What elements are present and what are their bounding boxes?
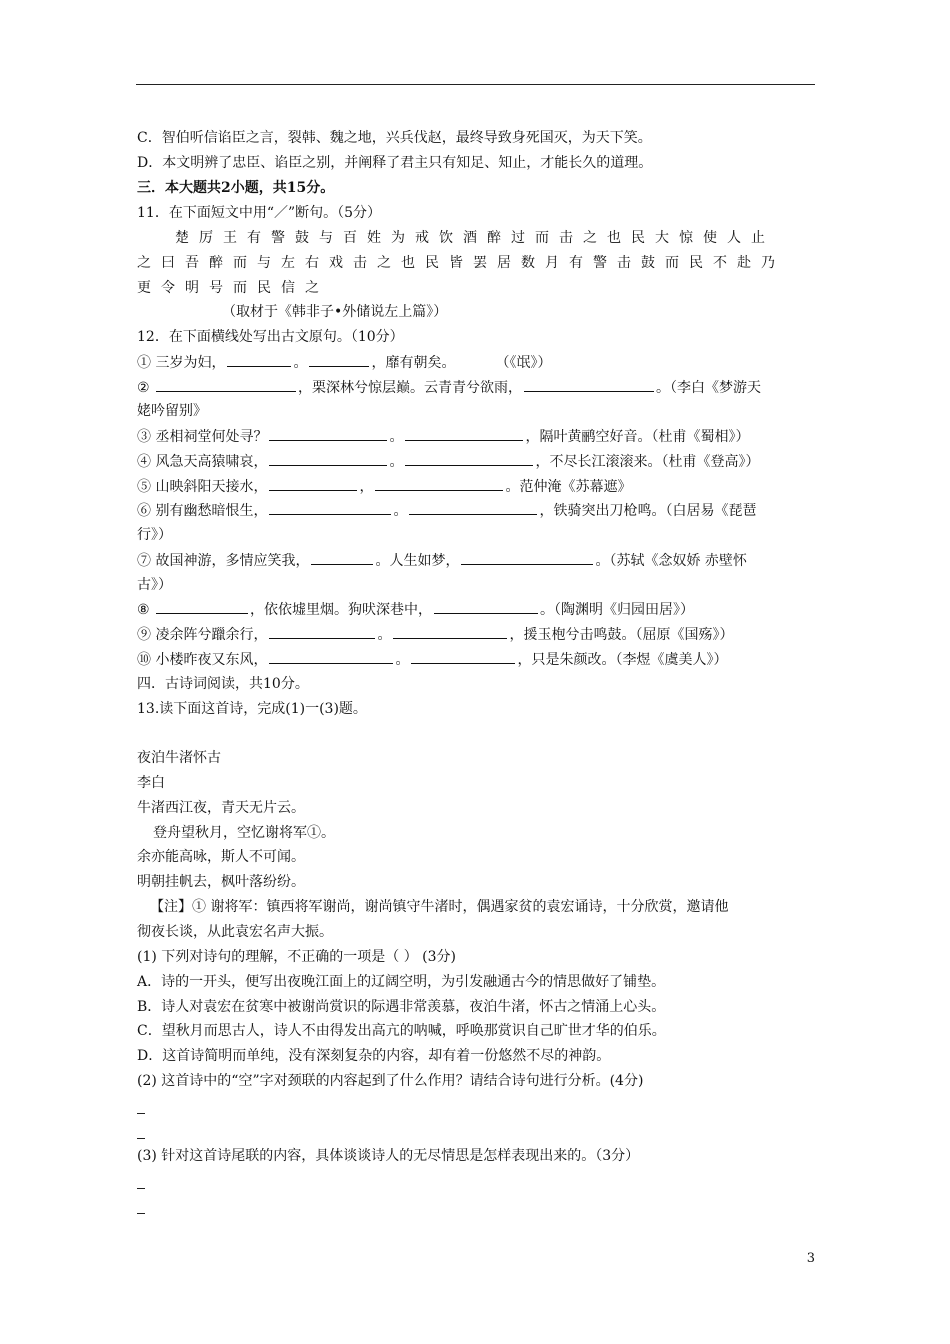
choice-d: D．这首诗简明而单纯，没有深刻复杂的内容，却有着一份悠然不尽的神韵。 bbox=[137, 1048, 611, 1064]
answer-blank[interactable] bbox=[269, 426, 387, 441]
poem-line-1: 牛渚西江夜，青天无片云。 bbox=[137, 800, 305, 816]
choice-c: C．望秋月而思古人，诗人不由得发出高亢的呐喊，呼唤那赏识自己旷世才华的伯乐。 bbox=[137, 1023, 666, 1039]
answer-blank[interactable] bbox=[393, 624, 507, 639]
choice-a: A．诗的一开头，便写出夜晚江面上的辽阔空明，为引发融通古今的情思做好了铺垫。 bbox=[137, 974, 666, 990]
answer-line[interactable] bbox=[137, 1213, 145, 1214]
fill-item-1: ① 三岁为妇， 。 ，靡有朝矣。 （《氓》） bbox=[137, 352, 551, 373]
fill-item-3: ③ 丞相祠堂何处寻？ 。 ，隔叶黄鹂空好音。（杜甫《蜀相》） bbox=[137, 426, 749, 447]
answer-blank[interactable] bbox=[269, 649, 393, 664]
poem-line-3: 余亦能高咏，斯人不可闻。 bbox=[137, 849, 305, 865]
answer-blank[interactable] bbox=[227, 352, 291, 367]
poem-author: 李白 bbox=[137, 775, 165, 791]
answer-blank[interactable] bbox=[269, 451, 387, 466]
poem-title: 夜泊牛渚怀古 bbox=[137, 750, 221, 766]
fill-item-7: ⑦ 故国神游，多情应笑我， 。人生如梦， 。（苏轼《念奴娇 赤壁怀 bbox=[137, 550, 747, 571]
section-4-heading: 四．古诗词阅读，共10分。 bbox=[137, 676, 309, 692]
fill-item-7-cont: 古》） bbox=[137, 577, 172, 593]
answer-blank[interactable] bbox=[524, 377, 654, 392]
answer-blank[interactable] bbox=[405, 426, 523, 441]
answer-blank[interactable] bbox=[156, 599, 248, 614]
answer-blank[interactable] bbox=[269, 476, 357, 491]
fill-item-6-cont: 行》） bbox=[137, 527, 172, 543]
answer-blank[interactable] bbox=[375, 476, 503, 491]
poem-line-4: 明朝挂帆去，枫叶落纷纷。 bbox=[137, 874, 305, 890]
answer-line[interactable] bbox=[137, 1188, 145, 1189]
answer-blank[interactable] bbox=[411, 649, 515, 664]
choice-b: B．诗人对袁宏在贫寒中被谢尚赏识的际遇非常羡慕，夜泊牛渚，怀古之情涌上心头。 bbox=[137, 999, 666, 1015]
poem-line-2: 登舟望秋月，空忆谢将军①。 bbox=[153, 825, 335, 841]
fill-item-2: ② ，栗深林兮惊层巅。云青青兮欲雨， 。（李白《梦游天 bbox=[137, 377, 761, 398]
subquestion-1: (1) 下列对诗句的理解，不正确的一项是（ ） (3分) bbox=[137, 949, 457, 965]
fill-item-4: ④ 风急天高猿啸哀， 。 ，不尽长江滚滚来。（杜甫《登高》） bbox=[137, 451, 759, 472]
option-d: D．本文明辨了忠臣、谄臣之别，并阐释了君主只有知足、知止，才能长久的道理。 bbox=[137, 155, 653, 171]
fill-item-8: ⑧ ，依依墟里烟。狗吠深巷中， 。（陶渊明《归园田居》） bbox=[137, 599, 694, 620]
answer-blank[interactable] bbox=[434, 599, 538, 614]
q11-text-line-2: 之曰吾醉而与左右戏击之也民皆罢居数月有警击鼓而民不赴乃 bbox=[137, 255, 785, 271]
page-number: 3 bbox=[806, 1251, 815, 1266]
poem-note-cont: 彻夜长谈，从此袁宏名声大振。 bbox=[137, 924, 333, 940]
fill-item-2-cont: 姥吟留别》 bbox=[137, 403, 207, 419]
question-13: 13.读下面这首诗，完成(1)一(3)题。 bbox=[137, 701, 367, 717]
fill-item-9: ⑨ 凌余阵兮躐余行， 。 ，援玉枹兮击鸣鼓。（屈原《国殇》） bbox=[137, 624, 733, 645]
answer-line[interactable] bbox=[137, 1113, 145, 1114]
answer-blank[interactable] bbox=[405, 451, 533, 466]
question-12: 12．在下面横线处写出古文原句。（10分） bbox=[137, 329, 404, 345]
option-c: C．智伯听信谄臣之言，裂韩、魏之地，兴兵伐赵，最终导致身死国灭，为天下笑。 bbox=[137, 130, 652, 146]
answer-blank[interactable] bbox=[311, 550, 373, 565]
header-rule bbox=[136, 84, 815, 85]
answer-blank[interactable] bbox=[409, 500, 537, 515]
answer-blank[interactable] bbox=[156, 377, 296, 392]
section-3-heading: 三．本大题共2小题，共15分。 bbox=[137, 180, 335, 196]
answer-blank[interactable] bbox=[269, 624, 375, 639]
fill-item-10: ⑩ 小楼昨夜又东风， 。 ，只是朱颜改。（李煜《虞美人》） bbox=[137, 649, 727, 670]
fill-item-5: ⑤ 山映斜阳天接水， ， 。范仲淹《苏幕遮》 bbox=[137, 476, 631, 497]
answer-blank[interactable] bbox=[309, 352, 369, 367]
answer-blank[interactable] bbox=[461, 550, 593, 565]
question-11: 11．在下面短文中用“／”断句。（5分） bbox=[137, 205, 382, 221]
subquestion-2: (2) 这首诗中的“空”字对颈联的内容起到了什么作用？请结合诗句进行分析。(4分) bbox=[137, 1073, 644, 1089]
q11-source: （取材于《韩非子•外储说左上篇》） bbox=[222, 304, 448, 320]
answer-blank[interactable] bbox=[269, 500, 391, 515]
q11-text-line-1: 楚厉王有警鼓与百姓为戒饮酒醉过而击之也民大惊使人止 bbox=[175, 230, 775, 246]
fill-item-6: ⑥ 别有幽愁暗恨生， 。 ，铁骑突出刀枪鸣。（白居易《琵琶 bbox=[137, 500, 756, 521]
answer-line[interactable] bbox=[137, 1138, 145, 1139]
q11-text-line-3: 更令明号而民信之 bbox=[137, 280, 329, 296]
poem-note: 【注】① 谢将军：镇西将军谢尚，谢尚镇守牛渚时，偶遇家贫的袁宏诵诗，十分欣赏，邀请他 bbox=[150, 899, 729, 915]
subquestion-3: (3) 针对这首诗尾联的内容，具体谈谈诗人的无尽情思是怎样表现出来的。（3分） bbox=[137, 1148, 640, 1164]
